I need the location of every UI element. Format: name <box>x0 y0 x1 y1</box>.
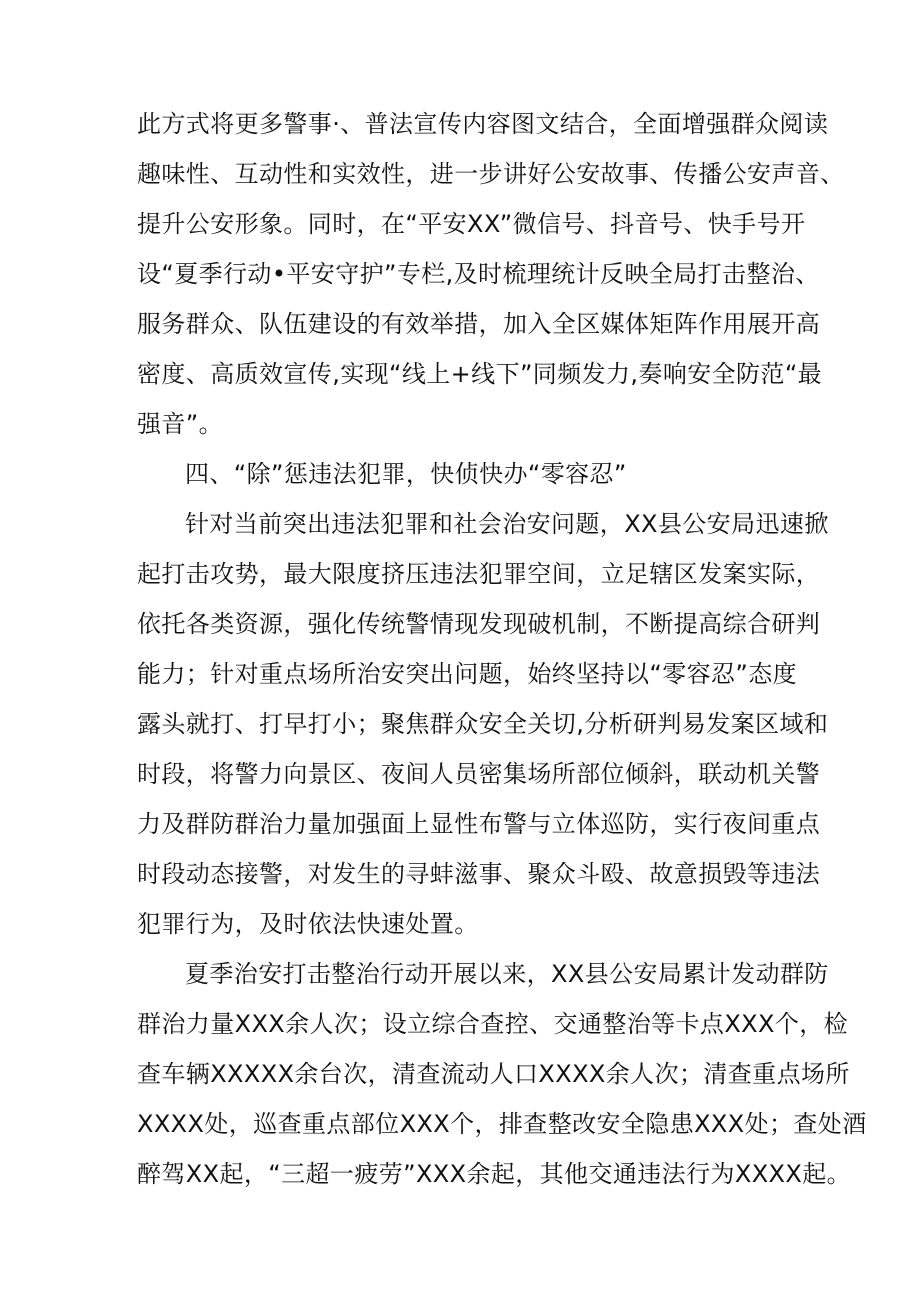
text-line: 起打击攻势，最大限度挤压违法犯罪空间，立足辖区发案实际， <box>137 560 821 588</box>
text-line: 力及群防群治力量加强面上显性布警与立体巡防，实行夜间重点 <box>137 810 821 838</box>
text-line: 提升公安形象。同时，在“平安XX”微信号、抖音号、快手号开 <box>137 210 806 238</box>
text-line: 设“夏季行动•平安守护”专栏,及时梳理统计反映全局打击整治、 <box>137 260 820 288</box>
text-line: 依托各类资源，强化传统警情现发现破机制，不断提高综合研判 <box>137 610 821 638</box>
text-line: 密度、高质效宣传,实现“线上+线下”同频发力,奏响安全防范“最 <box>137 360 823 388</box>
text-line: 强音”。 <box>137 410 224 438</box>
text-line: 时段动态接警，对发生的寻蚌滋事、聚众斗殴、故意损毁等违法 <box>137 860 821 888</box>
text-line: 能力；针对重点场所治安突出问题，始终坚持以“零容忍”态度 <box>137 660 798 688</box>
text-line: 群治力量XXX余人次；设立综合查控、交通整治等卡点XXX个，检 <box>137 1010 849 1038</box>
text-line: 犯罪行为，及时依法快速处置。 <box>137 910 479 938</box>
section-heading: 四、“除”惩违法犯罪，快侦快办“零容忍” <box>185 460 627 488</box>
text-line: XXXX处，巡查重点部位XXX个，排查整改安全隐患XXX处；查处酒 <box>137 1110 867 1138</box>
text-line: 趣味性、互动性和实效性，进一步讲好公安故事、传播公安声音、 <box>137 160 845 188</box>
text-line: 露头就打、打早打小；聚焦群众安全关切,分析研判易发案区域和 <box>137 710 829 738</box>
text-line: 时段，将警力向景区、夜间人员密集场所部位倾斜，联动机关警 <box>137 760 821 788</box>
paragraph-first-line: 针对当前突出违法犯罪和社会治安问题，XX县公安局迅速掀 <box>185 510 829 538</box>
text-line: 此方式将更多警事·、普法宣传内容图文结合，全面增强群众阅读 <box>137 110 829 138</box>
paragraph-first-line: 夏季治安打击整治行动开展以来，XX县公安局累计发动群防 <box>185 960 829 988</box>
text-line: 查车辆XXXXX余台次，清查流动人口XXXX余人次；清查重点场所 <box>137 1060 850 1088</box>
text-line: 醉驾XX起，“三超一疲劳”XXX余起，其他交通违法行为XXXX起。 <box>137 1160 852 1188</box>
text-line: 服务群众、队伍建设的有效举措，加入全区媒体矩阵作用展开高 <box>137 310 821 338</box>
